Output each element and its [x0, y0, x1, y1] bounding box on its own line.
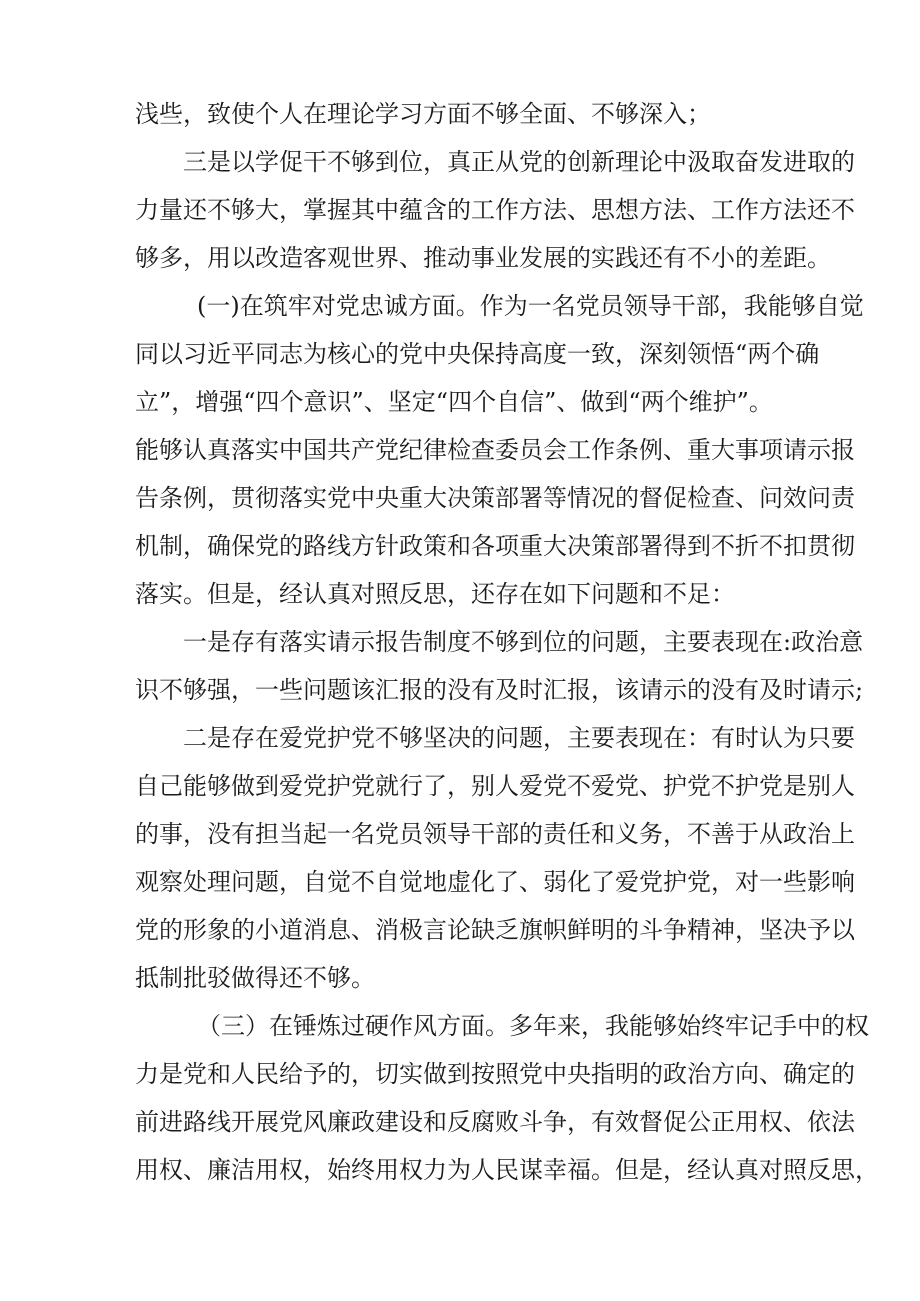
- text-line-9: 告条例，贯彻落实党中央重大决策部署等情况的督促检查、问效问责: [135, 484, 855, 512]
- text-line-18: 党的形象的小道消息、消极言论缺乏旗帜鲜明的斗争精神，坚决予以: [135, 916, 855, 944]
- text-line-17: 观察处理问题，自觉不自觉地虚化了、弱化了爱党护党，对一些影响: [135, 868, 855, 896]
- section-heading-3: （三）在锤炼过硬作风方面。多年来，我能够始终牢记手中的权: [197, 1012, 869, 1040]
- text-line-13: 识不够强，一些问题该汇报的没有及时汇报，该请示的没有及时请示;: [135, 676, 864, 704]
- text-line-23: 用权、廉洁用权，始终用权力为人民谋幸福。但是，经认真对照反思，: [135, 1156, 879, 1184]
- text-line-8: 能够认真落实中国共产党纪律检查委员会工作条例、重大事项请示报: [135, 436, 855, 464]
- text-line-22: 前进路线开展党风廉政建设和反腐败斗争，有效督促公正用权、依法: [135, 1108, 855, 1136]
- text-line-11: 落实。但是，经认真对照反思，还存在如下问题和不足：: [135, 580, 735, 608]
- text-line-4: 够多，用以改造客观世界、推动事业发展的实践还有不小的差距。: [135, 244, 831, 272]
- text-line-6: 同以习近平同志为核心的党中央保持高度一致，深刻领悟“两个确: [135, 340, 820, 368]
- text-line-3: 力量还不够大，掌握其中蕴含的工作方法、思想方法、工作方法还不: [135, 196, 855, 224]
- text-line-19: 抵制批驳做得还不够。: [135, 964, 375, 992]
- text-line-12: 一是存有落实请示报告制度不够到位的问题，主要表现在:政治意: [183, 628, 864, 656]
- section-heading-1: (一)在筑牢对党忠诚方面。作为一名党员领导干部，我能够自觉: [197, 292, 864, 320]
- text-line-10: 机制，确保党的路线方针政策和各项重大决策部署得到不折不扣贯彻: [135, 532, 855, 560]
- text-line-21: 力是党和人民给予的，切实做到按照党中央指明的政治方向、确定的: [135, 1060, 855, 1088]
- text-line-16: 的事，没有担当起一名党员领导干部的责任和义务，不善于从政治上: [135, 820, 855, 848]
- text-line-1: 浅些，致使个人在理论学习方面不够全面、不够深入；: [135, 100, 711, 128]
- text-line-14: 二是存在爱党护党不够坚决的问题，主要表现在：有时认为只要: [183, 724, 855, 752]
- text-line-15: 自己能够做到爱党护党就行了，别人爱党不爱党、护党不护党是别人: [135, 772, 855, 800]
- text-line-7: 立”，增强“四个意识”、坚定“四个自信”、做到“两个维护”。: [135, 388, 773, 416]
- text-line-2: 三是以学促干不够到位，真正从党的创新理论中汲取奋发进取的: [183, 148, 855, 176]
